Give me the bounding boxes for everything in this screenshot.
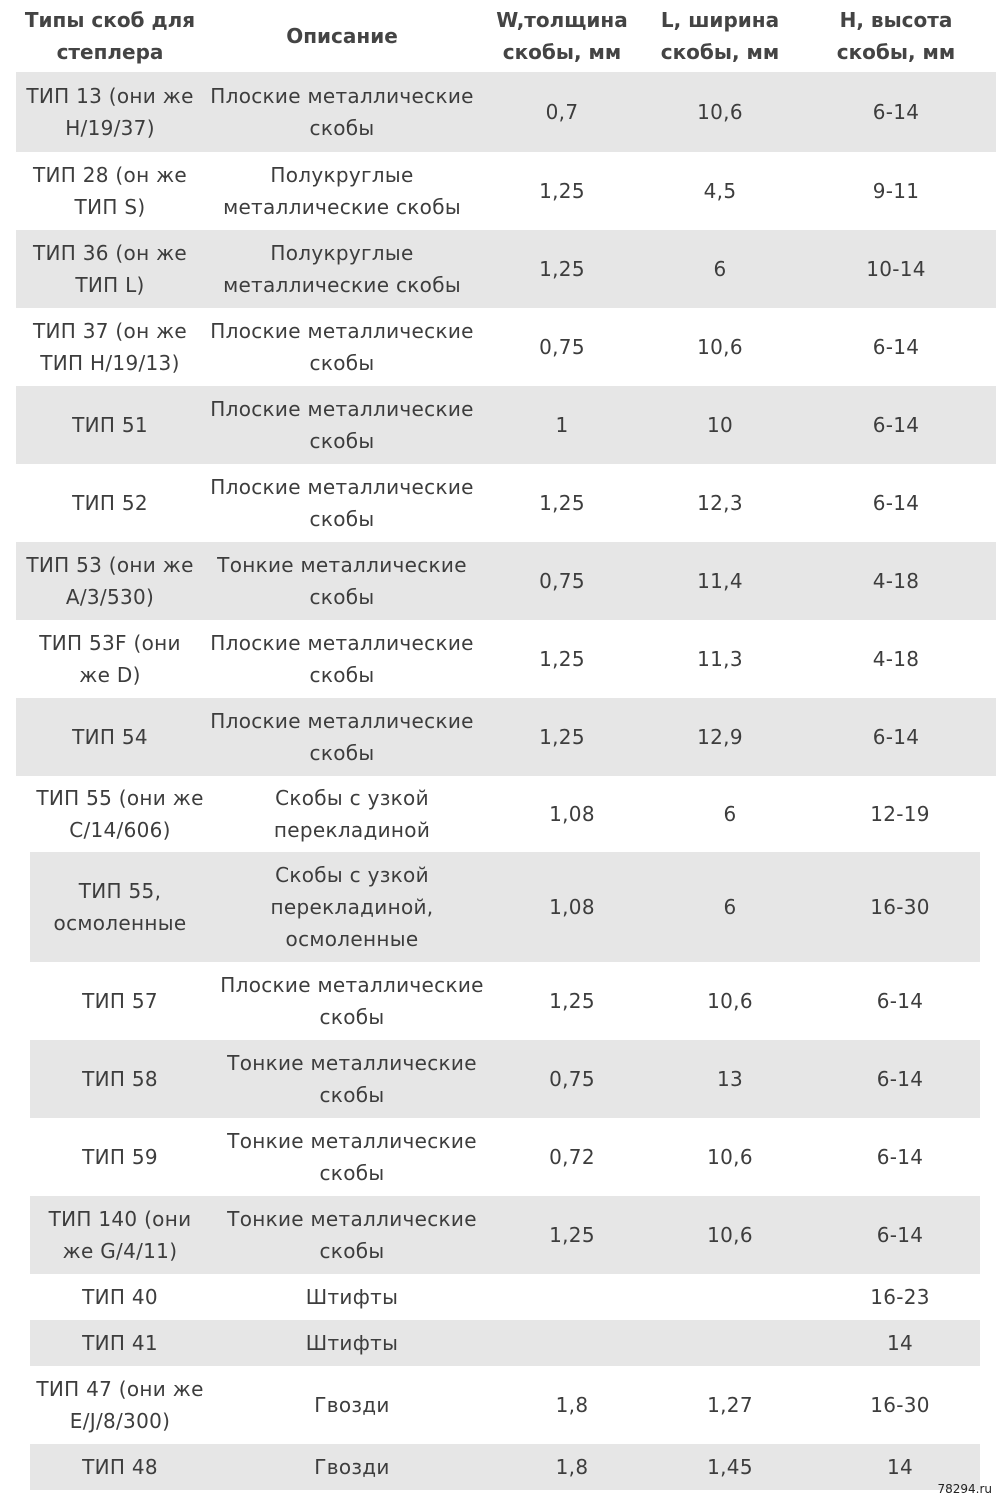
watermark: 78294.ru <box>937 1482 992 1496</box>
cell-description: Скобы с узкой перекладиной <box>273 786 431 842</box>
cell-width: 10,6 <box>697 335 743 359</box>
cell-height: 16-23 <box>870 1285 930 1309</box>
cell-description: Плоские металлические скобы <box>210 319 474 375</box>
cell-width: 6 <box>713 257 727 281</box>
table-row <box>16 464 996 542</box>
cell-description: Плоские металлические скобы <box>210 84 474 140</box>
cell-width: 10,6 <box>707 1223 753 1247</box>
cell-thickness: 1,25 <box>549 989 595 1013</box>
cell-width <box>650 1320 810 1366</box>
cell-description: Штифты <box>305 1331 399 1355</box>
cell-description: Плоские металлические скобы <box>210 631 474 687</box>
cell-description: Скобы с узкой перекладиной, осмоленные <box>270 863 434 951</box>
cell-thickness: 1,25 <box>539 491 585 515</box>
cell-height: 16-30 <box>870 895 930 919</box>
cell-type: ТИП 47 (они же E/J/8/300) <box>36 1377 204 1433</box>
cell-thickness: 1,25 <box>549 1223 595 1247</box>
cell-type: ТИП 52 <box>72 491 148 515</box>
cell-height: 6-14 <box>872 413 920 437</box>
cell-height: 9-11 <box>872 179 920 203</box>
table-row <box>16 386 996 464</box>
cell-description: Плоские металлические скобы <box>220 973 484 1029</box>
cell-thickness: 1,25 <box>539 179 585 203</box>
cell-description: Полукруглые металлические скобы <box>223 163 461 219</box>
cell-description: Гвозди <box>314 1455 390 1479</box>
cell-thickness: 0,75 <box>539 569 585 593</box>
cell-thickness: 1,25 <box>539 647 585 671</box>
cell-width: 10,6 <box>707 989 753 1013</box>
header-type: Типы скоб для степлера <box>24 8 196 64</box>
cell-height: 6-14 <box>872 100 920 124</box>
cell-type: ТИП 48 <box>82 1455 158 1479</box>
cell-thickness: 1,8 <box>555 1455 589 1479</box>
table-row <box>30 962 980 1040</box>
cell-description: Плоские металлические скобы <box>210 475 474 531</box>
cell-height: 6-14 <box>872 725 920 749</box>
cell-height: 6-14 <box>876 1145 924 1169</box>
cell-thickness <box>492 1274 652 1320</box>
cell-thickness: 0,75 <box>539 335 585 359</box>
cell-width: 11,4 <box>697 569 743 593</box>
cell-description: Плоские металлические скобы <box>210 397 474 453</box>
cell-width: 10 <box>706 413 734 437</box>
cell-width: 10,6 <box>707 1145 753 1169</box>
cell-description: Тонкие металлические скобы <box>227 1129 477 1185</box>
cell-type: ТИП 40 <box>82 1285 158 1309</box>
table-row <box>16 230 996 308</box>
cell-type: ТИП 55 (они же C/14/606) <box>36 786 204 842</box>
cell-description: Тонкие металлические скобы <box>227 1207 477 1263</box>
cell-thickness: 1 <box>555 413 569 437</box>
cell-width: 1,45 <box>707 1455 753 1479</box>
cell-thickness: 1,25 <box>539 725 585 749</box>
table-header <box>16 0 996 72</box>
cell-width: 10,6 <box>697 100 743 124</box>
cell-height: 6-14 <box>876 989 924 1013</box>
cell-description: Тонкие металлические скобы <box>217 553 467 609</box>
cell-description: Плоские металлические скобы <box>210 709 474 765</box>
cell-height: 14 <box>886 1331 914 1355</box>
cell-description: Полукруглые металлические скобы <box>223 241 461 297</box>
cell-type: ТИП 53F (они же D) <box>39 631 181 687</box>
cell-type: ТИП 36 (он же ТИП L) <box>32 241 188 297</box>
table-row <box>30 852 980 962</box>
header-width: L, ширина скобы, мм <box>660 8 780 64</box>
cell-height: 12-19 <box>870 802 930 826</box>
cell-thickness: 0,75 <box>549 1067 595 1091</box>
cell-description: Гвозди <box>314 1393 390 1417</box>
cell-type: ТИП 53 (они же A/3/530) <box>26 553 194 609</box>
cell-width: 6 <box>723 895 737 919</box>
table-row <box>16 152 996 230</box>
cell-type: ТИП 59 <box>82 1145 158 1169</box>
table-row <box>16 308 996 386</box>
table-row <box>16 698 996 776</box>
cell-description: Тонкие металлические скобы <box>227 1051 477 1107</box>
cell-width: 4,5 <box>703 179 737 203</box>
cell-width: 1,27 <box>707 1393 753 1417</box>
cell-thickness: 1,8 <box>555 1393 589 1417</box>
cell-width: 11,3 <box>697 647 743 671</box>
cell-height: 6-14 <box>872 491 920 515</box>
cell-type: ТИП 37 (он же ТИП H/19/13) <box>32 319 188 375</box>
table-row <box>30 1366 980 1444</box>
cell-height: 14 <box>886 1455 914 1479</box>
cell-width: 13 <box>716 1067 744 1091</box>
table-row <box>30 1320 980 1366</box>
table-row <box>30 1196 980 1274</box>
cell-height: 16-30 <box>870 1393 930 1417</box>
cell-width: 12,3 <box>697 491 743 515</box>
table-row <box>30 1040 980 1118</box>
cell-height: 6-14 <box>876 1067 924 1091</box>
cell-type: ТИП 13 (они же Н/19/37) <box>26 84 194 140</box>
table-row <box>30 1274 980 1320</box>
cell-width <box>650 1274 810 1320</box>
table-row <box>16 620 996 698</box>
table-row <box>16 72 996 152</box>
cell-description: Штифты <box>305 1285 399 1309</box>
cell-thickness: 0,7 <box>545 100 579 124</box>
header-description: Описание <box>286 24 398 48</box>
cell-type: ТИП 51 <box>72 413 148 437</box>
cell-type: ТИП 55, осмоленные <box>53 879 187 935</box>
cell-type: ТИП 140 (они же G/4/11) <box>48 1207 192 1263</box>
cell-thickness: 1,08 <box>549 802 595 826</box>
cell-type: ТИП 54 <box>72 725 148 749</box>
cell-thickness <box>492 1320 652 1366</box>
table-row <box>16 542 996 620</box>
table-row <box>30 1118 980 1196</box>
cell-type: ТИП 57 <box>82 989 158 1013</box>
header-height: H, высота скобы, мм <box>836 8 956 64</box>
cell-height: 6-14 <box>872 335 920 359</box>
cell-type: ТИП 28 (он же ТИП S) <box>32 163 188 219</box>
cell-thickness: 1,08 <box>549 895 595 919</box>
cell-thickness: 1,25 <box>539 257 585 281</box>
cell-height: 6-14 <box>876 1223 924 1247</box>
table-row <box>30 776 980 852</box>
header-thickness: W,толщина скобы, мм <box>496 8 628 64</box>
cell-type: ТИП 41 <box>82 1331 158 1355</box>
cell-height: 4-18 <box>872 647 920 671</box>
cell-width: 6 <box>723 802 737 826</box>
table-row <box>30 1444 980 1490</box>
cell-type: ТИП 58 <box>82 1067 158 1091</box>
cell-height: 10-14 <box>866 257 926 281</box>
cell-height: 4-18 <box>872 569 920 593</box>
cell-thickness: 0,72 <box>549 1145 595 1169</box>
cell-width: 12,9 <box>697 725 743 749</box>
